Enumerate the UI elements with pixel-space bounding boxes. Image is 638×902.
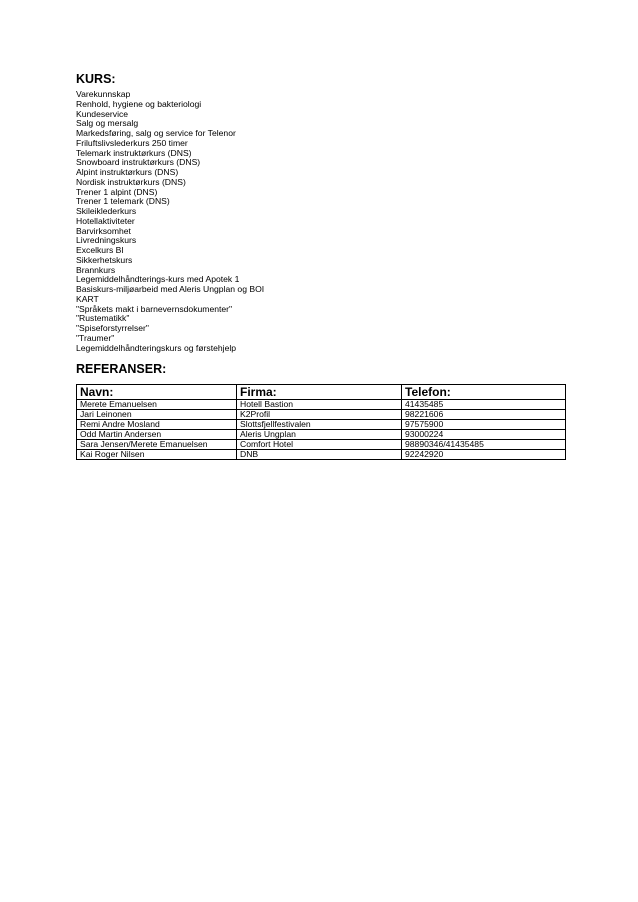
- course-item: Legemiddelhåndterings-kurs med Apotek 1: [76, 274, 240, 285]
- table-header-row: [77, 385, 566, 400]
- course-item: Trener 1 telemark (DNS): [76, 196, 170, 207]
- table-row: [77, 430, 566, 440]
- references-heading: REFERANSER:: [76, 362, 167, 377]
- course-item: Friluftslivslederkurs 250 timer: [76, 137, 188, 148]
- reference-phone: 98221606: [402, 410, 566, 420]
- reference-name: Odd Martin Andersen: [77, 430, 237, 440]
- column-header-phone: Telefon:: [402, 385, 566, 400]
- reference-firm: DNB: [237, 450, 402, 460]
- reference-name: Sara Jensen/Merete Emanuelsen: [77, 440, 237, 450]
- course-item: Nordisk instruktørkurs (DNS): [76, 176, 186, 187]
- course-item: Skileiklederkurs: [76, 206, 137, 216]
- course-item: Barvirksomhet: [76, 225, 131, 236]
- course-item: Brannkurs: [76, 264, 116, 275]
- reference-firm: Aleris Ungplan: [237, 430, 402, 440]
- references-table: [76, 384, 566, 460]
- table-row: [77, 410, 566, 420]
- reference-phone: 92242920: [402, 450, 566, 460]
- document-page: [76, 72, 565, 460]
- column-header-name: Navn:: [77, 385, 237, 400]
- course-item: Snowboard instruktørkurs (DNS): [76, 157, 201, 168]
- column-header-firm: Firma:: [237, 385, 402, 400]
- table-row: [77, 450, 566, 460]
- reference-firm: Comfort Hotel: [237, 440, 402, 450]
- course-list: [76, 90, 565, 353]
- reference-phone: 41435485: [402, 400, 566, 410]
- course-item: Livredningskurs: [76, 235, 137, 246]
- reference-name: Remi Andre Mosland: [77, 420, 237, 430]
- table-row: [77, 440, 566, 450]
- courses-heading: KURS:: [76, 72, 116, 86]
- reference-firm: Hotell Bastion: [237, 400, 402, 410]
- course-item: "Rustematikk": [76, 313, 130, 324]
- course-item: Trener 1 alpint (DNS): [76, 186, 158, 197]
- course-item: Legemiddelhåndteringskurs og førstehjelp: [76, 342, 237, 353]
- course-item: "Spiseforstyrrelser": [76, 323, 149, 333]
- course-item: "Språkets makt i barnevernsdokumenter": [76, 303, 233, 314]
- course-item: Alpint instruktørkurs (DNS): [76, 167, 179, 177]
- reference-name: Kai Roger Nilsen: [77, 450, 237, 460]
- course-item: KART: [76, 293, 99, 304]
- course-item: "Traumer": [76, 332, 115, 343]
- reference-name: Merete Emanuelsen: [77, 400, 237, 410]
- reference-phone: 97575900: [402, 420, 566, 430]
- reference-firm: K2Profil: [237, 410, 402, 420]
- course-item: Sikkerhetskurs: [76, 254, 133, 265]
- course-item: Hotellaktiviteter: [76, 215, 135, 226]
- course-item: Varekunnskap: [76, 89, 131, 99]
- course-item: Markedsføring, salg og service for Telenor: [76, 128, 236, 138]
- table-row: [77, 420, 566, 430]
- course-item: Kundeservice: [76, 108, 129, 119]
- course-item: Renhold, hygiene og bakteriologi: [76, 98, 202, 109]
- reference-phone: 98890346/41435485: [402, 440, 566, 450]
- course-item: Telemark instruktørkurs (DNS): [76, 147, 192, 158]
- table-row: [77, 400, 566, 410]
- reference-phone: 93000224: [402, 430, 566, 440]
- reference-firm: Slottsfjellfestivalen: [237, 420, 402, 430]
- course-item: Salg og mersalg: [76, 118, 139, 129]
- course-item: Excelkurs BI: [76, 245, 124, 255]
- course-item: Basiskurs-miljøarbeid med Aleris Ungplan og BOI: [76, 284, 265, 294]
- reference-name: Jari Leinonen: [77, 410, 237, 420]
